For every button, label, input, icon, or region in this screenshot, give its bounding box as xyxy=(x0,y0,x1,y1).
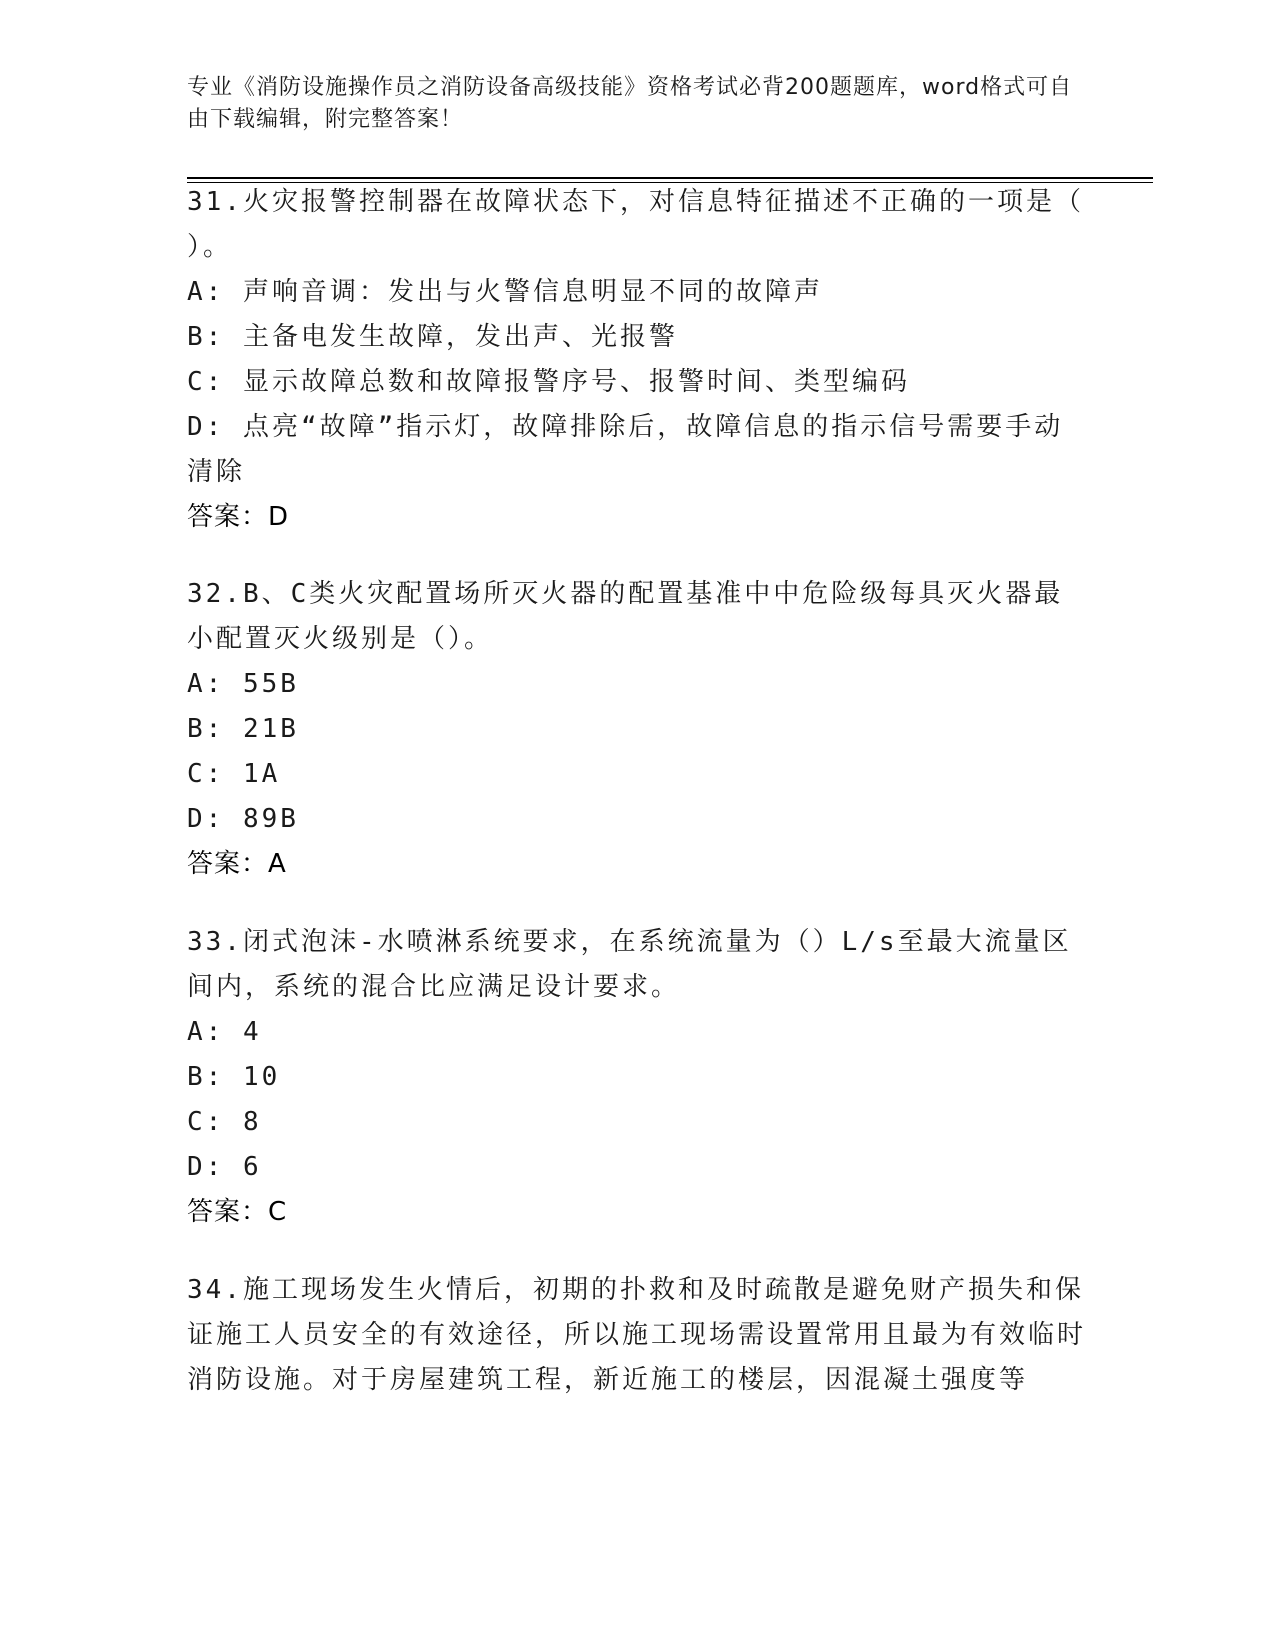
option-a: A: 声响音调：发出与火警信息明显不同的故障声 xyxy=(187,277,823,307)
option-a: A: 55B xyxy=(187,669,299,699)
question-stem: 34.施工现场发生火情后，初期的扑救和及时疏散是避免财产损失和保证施工人员安全的有效途径，所以施工现场需设置常用且最为有效临时消防设施。对于房屋建筑工程，新近施工的楼层，因混凝土强度等 xyxy=(187,1275,1087,1395)
answer-line xyxy=(187,495,1087,540)
header-divider-thick xyxy=(187,177,1153,179)
answer-value: D xyxy=(268,502,290,532)
answer-value: C xyxy=(268,1197,288,1227)
option-b: B: 10 xyxy=(187,1062,281,1092)
question-stem: 33.闭式泡沫-水喷淋系统要求，在系统流量为（）L/s至最大流量区间内，系统的混合比应满足设计要求。 xyxy=(187,927,1072,1002)
option-a: A: 4 xyxy=(187,1017,262,1047)
option-d: D: 点亮“故障”指示灯，故障排除后，故障信息的指示信号需要手动清除 xyxy=(187,412,1064,487)
question-stem: 31.火灾报警控制器在故障状态下，对信息特征描述不正确的一项是（ ）。 xyxy=(187,187,1084,262)
answer-label: 答案： xyxy=(187,502,269,532)
option-d: D: 6 xyxy=(187,1152,262,1182)
answer-label: 答案： xyxy=(187,849,269,879)
option-b: B: 21B xyxy=(187,714,299,744)
question-33 xyxy=(187,920,1087,1235)
document-header xyxy=(187,72,1087,136)
header-text: 专业《消防设施操作员之消防设备高级技能》资格考试必背200题题库，word格式可自由下载编辑，附完整答案！ xyxy=(187,75,1073,132)
answer-line xyxy=(187,1190,1087,1235)
answer-value: A xyxy=(268,849,287,879)
answer-line xyxy=(187,842,1087,887)
question-31 xyxy=(187,180,1087,540)
question-stem: 32.B、C类火灾配置场所灭火器的配置基准中中危险级每具灭火器最小配置灭火级别是（）。 xyxy=(187,579,1064,654)
option-b: B: 主备电发生故障，发出声、光报警 xyxy=(187,322,678,352)
question-32 xyxy=(187,572,1087,887)
question-34 xyxy=(187,1268,1087,1403)
option-c: C: 显示故障总数和故障报警序号、报警时间、类型编码 xyxy=(187,367,910,397)
option-d: D: 89B xyxy=(187,804,299,834)
answer-label: 答案： xyxy=(187,1197,269,1227)
option-c: C: 1A xyxy=(187,759,281,789)
option-c: C: 8 xyxy=(187,1107,262,1137)
